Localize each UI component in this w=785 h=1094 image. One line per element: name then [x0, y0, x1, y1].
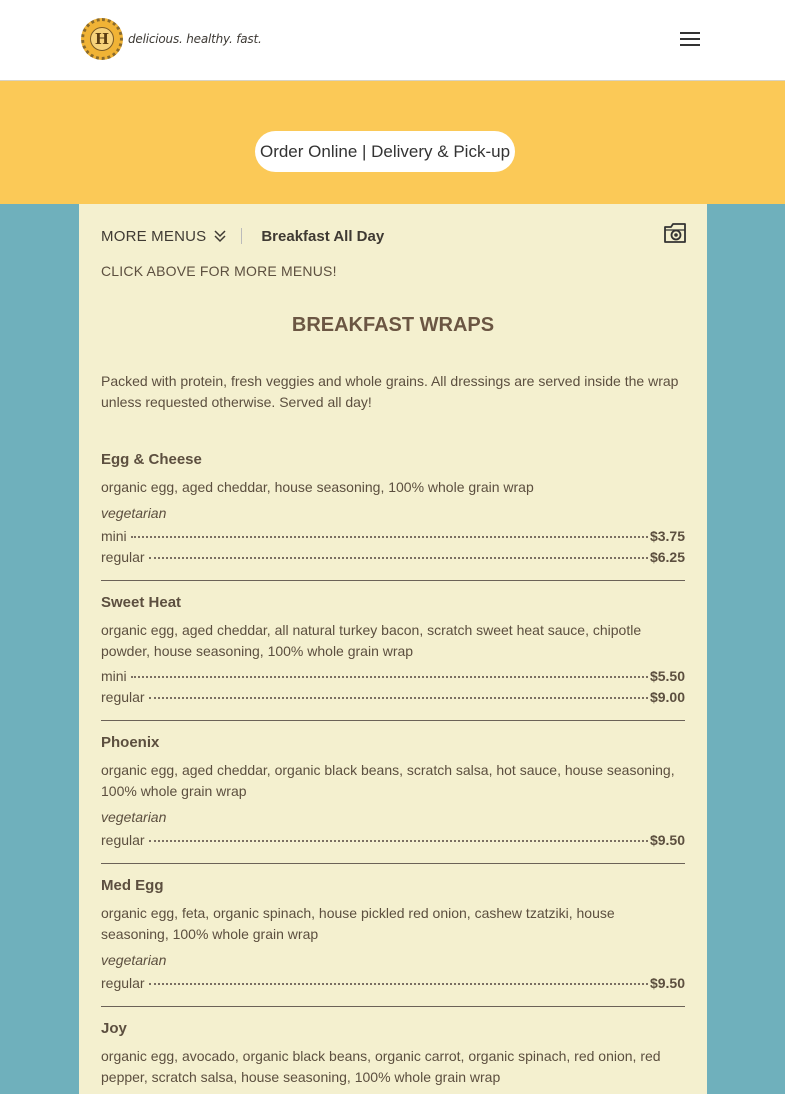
- price-leader: [131, 676, 648, 678]
- more-menus-dropdown[interactable]: [101, 228, 226, 245]
- menu-separator: [241, 228, 242, 244]
- menu-item: [101, 877, 685, 1007]
- price-value: $9.00: [649, 689, 685, 705]
- menu-bar: [101, 226, 384, 246]
- price-size: regular: [101, 975, 145, 991]
- logo-letter: H: [90, 27, 114, 51]
- price-row: [101, 668, 685, 689]
- price-leader: [131, 536, 648, 538]
- price-size: regular: [101, 832, 145, 848]
- price-leader: [149, 697, 648, 699]
- item-description: organic egg, aged cheddar, organic black beans, scratch salsa, hot sauce, house seasoning, 100% whole grain wrap: [101, 762, 675, 799]
- item-description: organic egg, aged cheddar, house seasoning, 100% whole grain wrap: [101, 479, 534, 495]
- hamburger-icon[interactable]: [680, 32, 702, 48]
- price-row: [101, 975, 685, 996]
- camera-icon[interactable]: [663, 222, 687, 244]
- item-tag: vegetarian: [101, 952, 167, 968]
- logo-badge: [81, 18, 123, 60]
- price-value: $5.50: [649, 668, 685, 684]
- item-tag: vegetarian: [101, 809, 167, 825]
- menu-item: [101, 734, 685, 864]
- menu-item: [101, 451, 685, 581]
- price-row: [101, 549, 685, 570]
- item-name: Joy: [101, 1020, 127, 1037]
- item-name: Phoenix: [101, 734, 160, 751]
- menu-item: [101, 1020, 685, 1094]
- price-size: regular: [101, 549, 145, 565]
- price-leader: [149, 840, 648, 842]
- price-value: $6.25: [649, 549, 685, 565]
- item-tag: vegetarian: [101, 505, 167, 521]
- price-row: [101, 689, 685, 710]
- item-name: Sweet Heat: [101, 594, 182, 611]
- order-banner: [0, 81, 785, 204]
- price-size: mini: [101, 528, 127, 544]
- menu-item: [101, 594, 685, 721]
- logo[interactable]: [81, 18, 262, 60]
- item-name: Egg & Cheese: [101, 451, 202, 468]
- item-description: organic egg, avocado, organic black beans, organic carrot, organic spinach, red onion, red pepper, scratch salsa, house seasoning, 100% whole grain wrap: [101, 1048, 661, 1085]
- price-value: $9.50: [649, 975, 685, 991]
- price-size: regular: [101, 689, 145, 705]
- price-row: [101, 832, 685, 853]
- tagline: delicious. healthy. fast.: [128, 32, 262, 46]
- price-leader: [149, 557, 648, 559]
- price-value: $9.50: [649, 832, 685, 848]
- price-value: $3.75: [649, 528, 685, 544]
- current-menu-link[interactable]: Breakfast All Day: [261, 227, 385, 245]
- more-menus-label: MORE MENUS: [101, 227, 207, 245]
- item-description: organic egg, feta, organic spinach, house pickled red onion, cashew tzatziki, house seasoning, 100% whole grain wrap: [101, 905, 615, 942]
- price-leader: [149, 983, 648, 985]
- price-row: [101, 528, 685, 549]
- section-description: Packed with protein, fresh veggies and whole grains. All dressings are served inside the wrap unless requested otherwise. Served all day!: [101, 373, 679, 410]
- item-name: Med Egg: [101, 877, 164, 894]
- site-header: [0, 0, 785, 81]
- more-menus-hint: CLICK ABOVE FOR MORE MENUS!: [101, 263, 337, 279]
- price-size: mini: [101, 668, 127, 684]
- section-title: BREAKFAST WRAPS: [291, 314, 495, 336]
- menu-panel: [79, 204, 707, 1094]
- item-description: organic egg, aged cheddar, all natural turkey bacon, scratch sweet heat sauce, chipotle powder, house seasoning, 100% whole grain wrap: [101, 622, 642, 659]
- menu-items: [101, 451, 685, 1094]
- order-online-button[interactable]: Order Online | Delivery & Pick-up: [255, 131, 515, 172]
- double-chevron-down-icon: [214, 229, 226, 243]
